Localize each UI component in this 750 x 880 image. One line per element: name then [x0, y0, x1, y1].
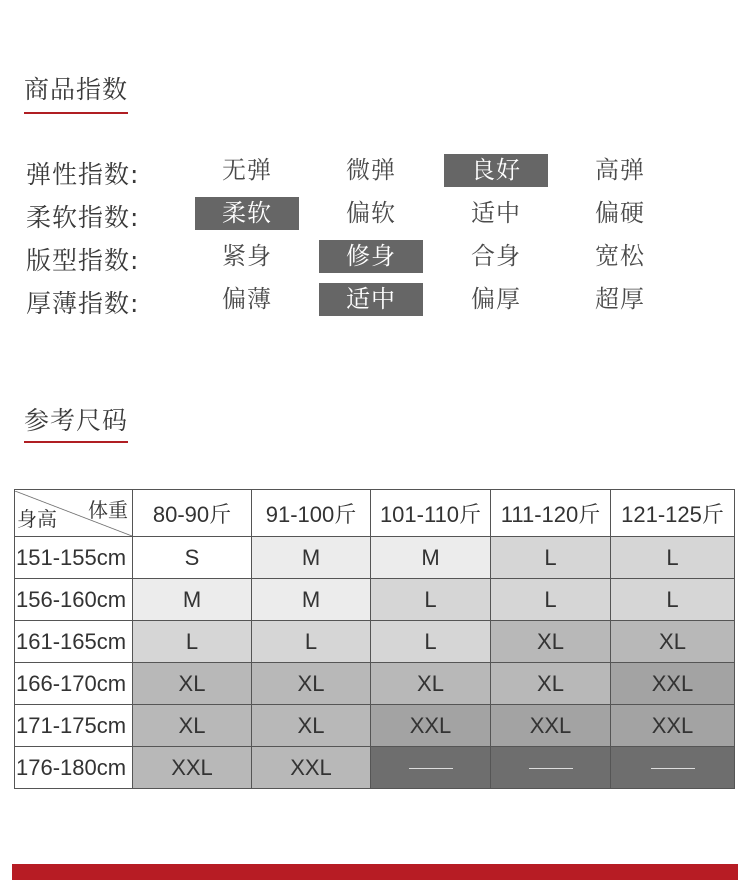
size-cell: L — [371, 621, 491, 663]
index-option: 合身 — [471, 242, 521, 270]
size-cell: XL — [491, 621, 611, 663]
index-option-selected: 适中 — [319, 283, 423, 316]
bottom-banner — [12, 864, 738, 880]
index-label: 弹性指数: — [26, 160, 140, 189]
weight-column-header: 101-110斤 — [371, 490, 491, 537]
size-cell: L — [611, 579, 735, 621]
height-row-header: 151-155cm — [15, 537, 133, 579]
size-cell: S — [133, 537, 252, 579]
size-row — [15, 537, 735, 579]
size-cell: XXL — [252, 747, 371, 789]
corner-height-label: 身高 — [17, 508, 57, 531]
section-underline — [24, 441, 128, 443]
size-cell: XXL — [133, 747, 252, 789]
size-header-row — [15, 490, 735, 537]
unavailable-dash — [651, 768, 695, 769]
size-cell: L — [611, 537, 735, 579]
index-label: 柔软指数: — [26, 203, 140, 232]
size-cell: XL — [611, 621, 735, 663]
size-cell: XL — [371, 663, 491, 705]
section-underline — [24, 112, 128, 114]
index-option: 紧身 — [222, 242, 272, 270]
size-cell — [371, 747, 491, 789]
size-row — [15, 621, 735, 663]
size-cell: L — [371, 579, 491, 621]
weight-column-header: 80-90斤 — [133, 490, 252, 537]
size-cell: XXL — [611, 663, 735, 705]
size-cell: XL — [252, 705, 371, 747]
index-option: 无弹 — [222, 156, 272, 184]
index-option: 高弹 — [595, 156, 645, 184]
size-cell: M — [252, 537, 371, 579]
size-row — [15, 747, 735, 789]
size-cell: XL — [133, 663, 252, 705]
size-row — [15, 579, 735, 621]
size-row — [15, 663, 735, 705]
section-title-size-reference: 参考尺码 — [24, 406, 129, 435]
weight-column-header: 91-100斤 — [252, 490, 371, 537]
index-option: 微弹 — [346, 156, 396, 184]
size-cell: M — [371, 537, 491, 579]
index-option-selected: 良好 — [444, 154, 548, 187]
size-cell: M — [133, 579, 252, 621]
size-cell: XL — [133, 705, 252, 747]
index-option: 偏硬 — [595, 199, 645, 227]
size-cell — [491, 747, 611, 789]
size-cell: M — [252, 579, 371, 621]
index-label: 厚薄指数: — [26, 289, 140, 318]
size-cell: XXL — [611, 705, 735, 747]
height-row-header: 166-170cm — [15, 663, 133, 705]
size-cell: L — [133, 621, 252, 663]
size-cell: L — [491, 579, 611, 621]
size-row — [15, 705, 735, 747]
index-option: 超厚 — [595, 285, 645, 313]
size-chart-table — [14, 489, 735, 789]
index-option-selected: 柔软 — [195, 197, 299, 230]
corner-cell — [15, 490, 133, 537]
index-label: 版型指数: — [26, 246, 140, 275]
index-option: 适中 — [471, 199, 521, 227]
weight-column-header: 111-120斤 — [491, 490, 611, 537]
index-option-selected: 修身 — [319, 240, 423, 273]
index-option: 偏软 — [346, 199, 396, 227]
weight-column-header: 121-125斤 — [611, 490, 735, 537]
corner-weight-label: 体重 — [88, 499, 128, 522]
unavailable-dash — [529, 768, 573, 769]
index-option: 宽松 — [595, 242, 645, 270]
size-cell: XXL — [491, 705, 611, 747]
section-title-product-index: 商品指数 — [24, 75, 129, 104]
height-row-header: 171-175cm — [15, 705, 133, 747]
size-cell: XXL — [371, 705, 491, 747]
size-cell: L — [252, 621, 371, 663]
index-option: 偏厚 — [471, 285, 521, 313]
index-option: 偏薄 — [222, 285, 272, 313]
unavailable-dash — [409, 768, 453, 769]
height-row-header: 161-165cm — [15, 621, 133, 663]
height-row-header: 156-160cm — [15, 579, 133, 621]
size-cell — [611, 747, 735, 789]
size-cell: XL — [491, 663, 611, 705]
size-cell: L — [491, 537, 611, 579]
size-cell: XL — [252, 663, 371, 705]
height-row-header: 176-180cm — [15, 747, 133, 789]
